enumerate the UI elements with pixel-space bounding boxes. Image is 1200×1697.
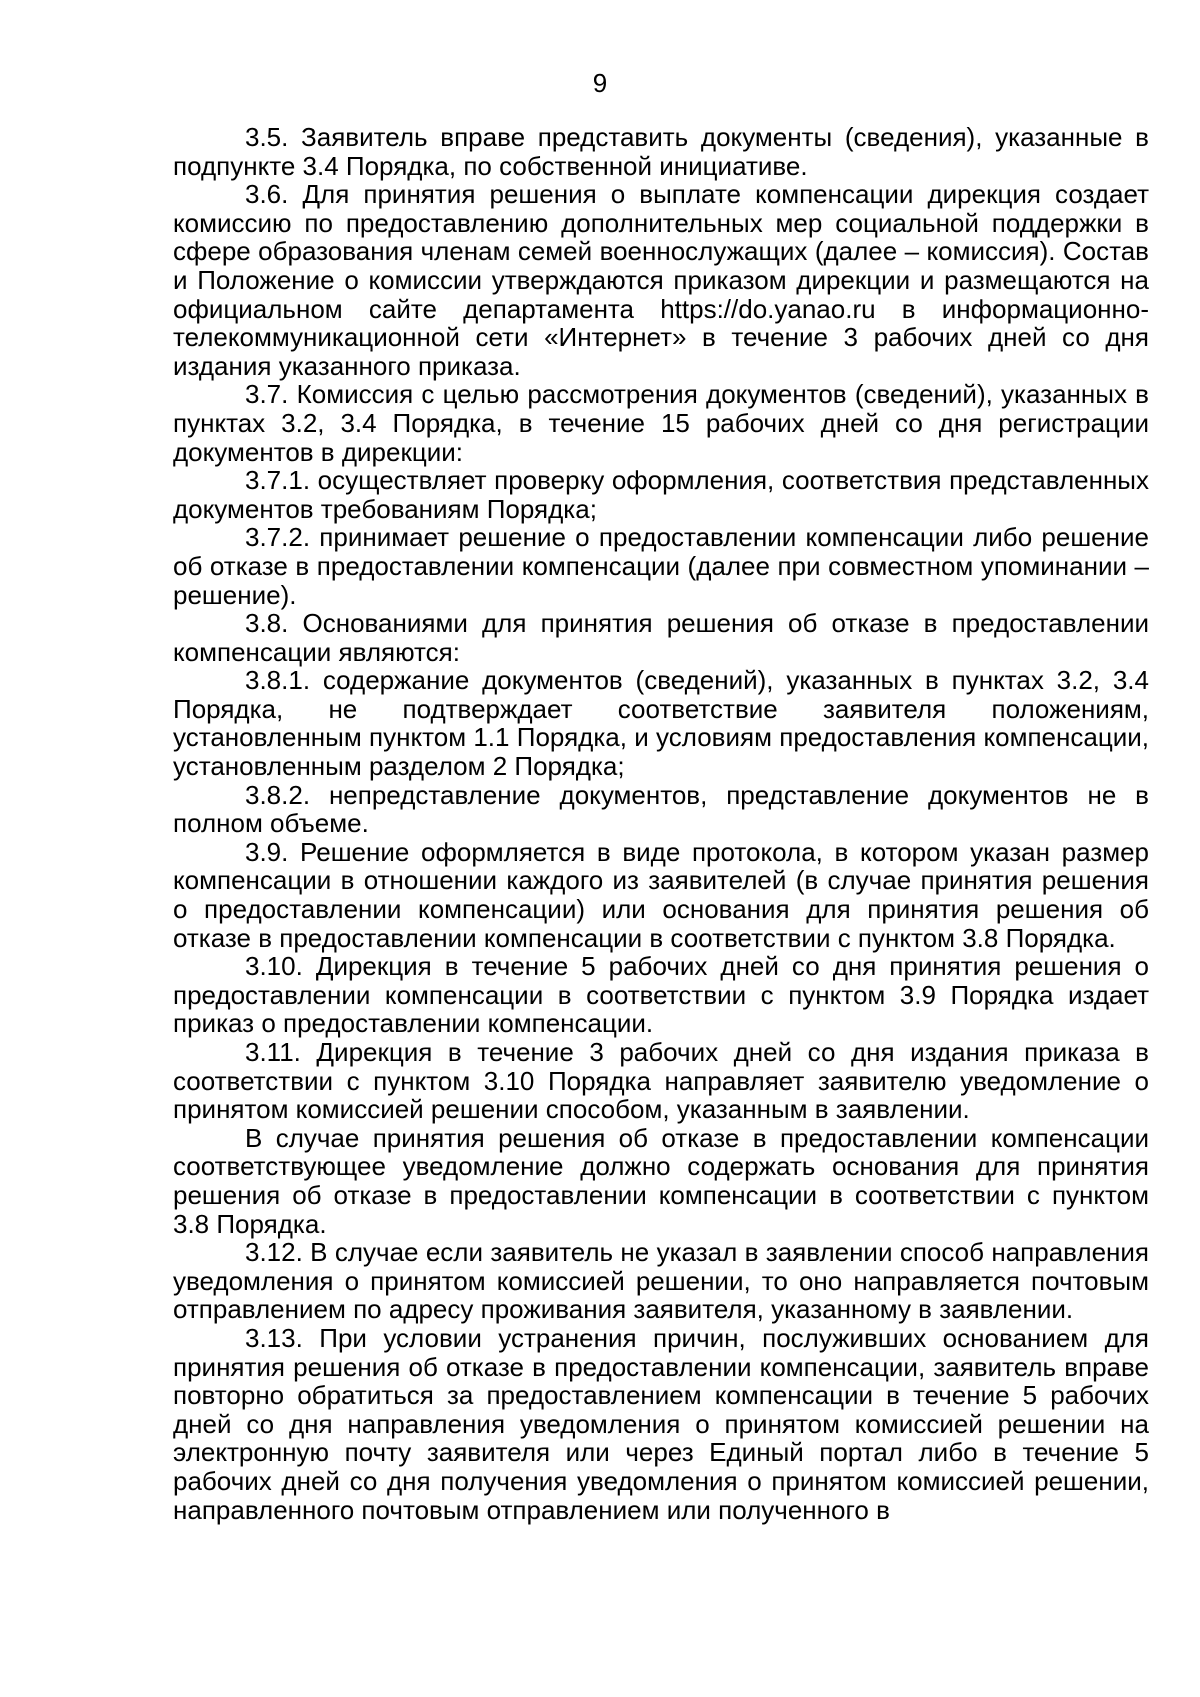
paragraph-3-11-refusal: В случае принятия решения об отказе в предоставлении компенсации соответствующее уведомление должно содержать основания для принятия решения об отказе в предоставлении компенсации в соответствии с пунктом 3.8 Порядка. [173,1122,1149,1239]
page-number: 9 [592,68,608,98]
paragraph-3-9: 3.9. Решение оформляется в виде протокола, в котором указан размер компенсации в отношении каждого из заявителей (в случае принятия решения о предоставлении компенсации) или основания для принятия решения об отказе в предоставлении компенсации в соответствии с пунктом 3.8 Порядка. [173,836,1149,953]
paragraph-3-5: 3.5. Заявитель вправе представить документы (сведения), указанные в подпункте 3.4 Порядка, по собственной инициативе. [173,122,1149,181]
paragraph-3-8: 3.8. Основаниями для принятия решения об отказе в предоставлении компенсации являются: [173,608,1149,667]
paragraph-3-7-1: 3.7.1. осуществляет проверку оформления, соответствия представленных документов требованиям Порядка; [173,465,1149,524]
paragraph-3-13: 3.13. При условии устранения причин, послуживших основанием для принятия решения об отказе в предоставлении компенсации, заявитель вправе повторно обратиться за предоставлением компенсации в течение 5 рабочих дней со дня направления уведомления о принятом комиссией решении на электронную почту заявителя или через Единый портал либо в течение 5 рабочих дней со дня получения уведомления о принятом комиссией решении, направленного почтовым отправлением или полученного в [173,1322,1149,1525]
paragraph-3-10: 3.10. Дирекция в течение 5 рабочих дней со дня принятия решения о предоставлении компенсации в соответствии с пунктом 3.9 Порядка издает приказ о предоставлении компенсации. [173,951,1149,1039]
paragraph-3-8-1: 3.8.1. содержание документов (сведений), указанных в пунктах 3.2, 3.4 Порядка, не подтверждает соответствие заявителя положениям, установленным пунктом 1.1 Порядка, и условиям предоставления компенсации, установленным разделом 2 Порядка; [173,665,1149,782]
document-body [173,123,1149,1524]
paragraph-3-7-2: 3.7.2. принимает решение о предоставлении компенсации либо решение об отказе в предоставлении компенсации (далее при совместном упоминании – решение). [173,522,1149,610]
paragraph-3-8-2: 3.8.2. непредставление документов, представление документов не в полном объеме. [173,779,1149,839]
paragraph-3-12: 3.12. В случае если заявитель не указал в заявлении способ направления уведомления о принятом комиссией решении, то оно направляется почтовым отправлением по адресу проживания заявителя, указанному в заявлении. [173,1237,1149,1325]
paragraph-3-11: 3.11. Дирекция в течение 3 рабочих дней со дня издания приказа в соответствии с пунктом 3.10 Порядка направляет заявителю уведомление о принятом комиссией решении способом, указанным в заявлении. [173,1037,1149,1125]
paragraph-3-6: 3.6. Для принятия решения о выплате компенсации дирекция создает комиссию по предоставлению дополнительных мер социальной поддержки в сфере образования членам семей военнослужащих (далее – комиссия). Состав и Положение о комиссии утверждаются приказом дирекции и размещаются на официальном сайте департамента https://do.yanao.ru в информационно-телекоммуникационной сети «Интернет» в течение 3 рабочих дней со дня издания указанного приказа. [173,179,1149,381]
paragraph-3-7: 3.7. Комиссия с целью рассмотрения документов (сведений), указанных в пунктах 3.2, 3.4 Порядка, в течение 15 рабочих дней со дня регистрации документов в дирекции: [173,379,1149,467]
